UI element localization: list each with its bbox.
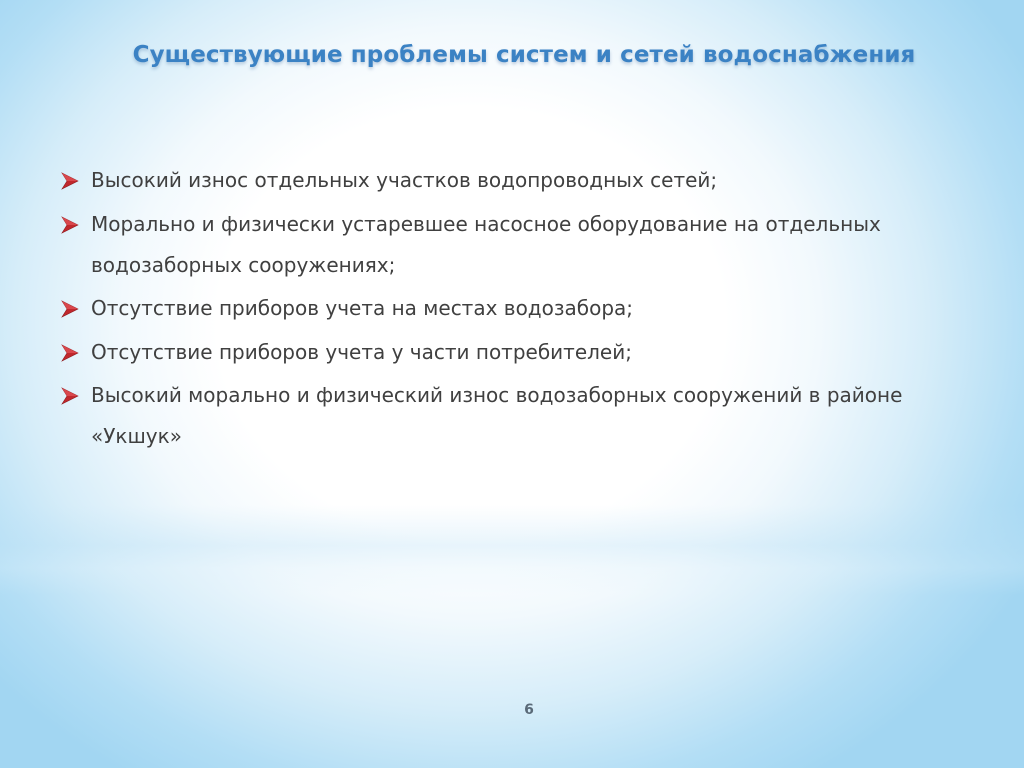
red-arrowhead-icon xyxy=(60,387,80,405)
page-number: 6 xyxy=(524,702,534,718)
list-item-text: Высокий износ отдельных участков водопроводных сетей; xyxy=(91,168,718,192)
list-item xyxy=(58,332,978,373)
list-item xyxy=(58,204,978,286)
problems-list xyxy=(58,160,978,460)
slide-title: Существующие проблемы систем и сетей водоснабжения xyxy=(132,42,916,68)
red-arrowhead-icon xyxy=(60,344,80,362)
list-item-text: Морально и физически устаревшее насосное оборудование на отдельных водозаборных сооружениях; xyxy=(91,211,881,277)
list-item xyxy=(58,375,978,457)
list-item-text: Отсутствие приборов учета у части потребителей; xyxy=(91,339,632,364)
red-arrowhead-icon xyxy=(60,300,80,318)
list-item xyxy=(58,288,978,329)
background-light-band xyxy=(0,505,1024,595)
list-item xyxy=(58,160,978,201)
list-item-text: Отсутствие приборов учета на местах водозабора; xyxy=(91,296,634,320)
red-arrowhead-icon xyxy=(60,216,80,234)
list-item-text: Высокий морально и физический износ водозаборных сооружений в районе «Укшук» xyxy=(91,383,903,448)
red-arrowhead-icon xyxy=(60,172,80,190)
